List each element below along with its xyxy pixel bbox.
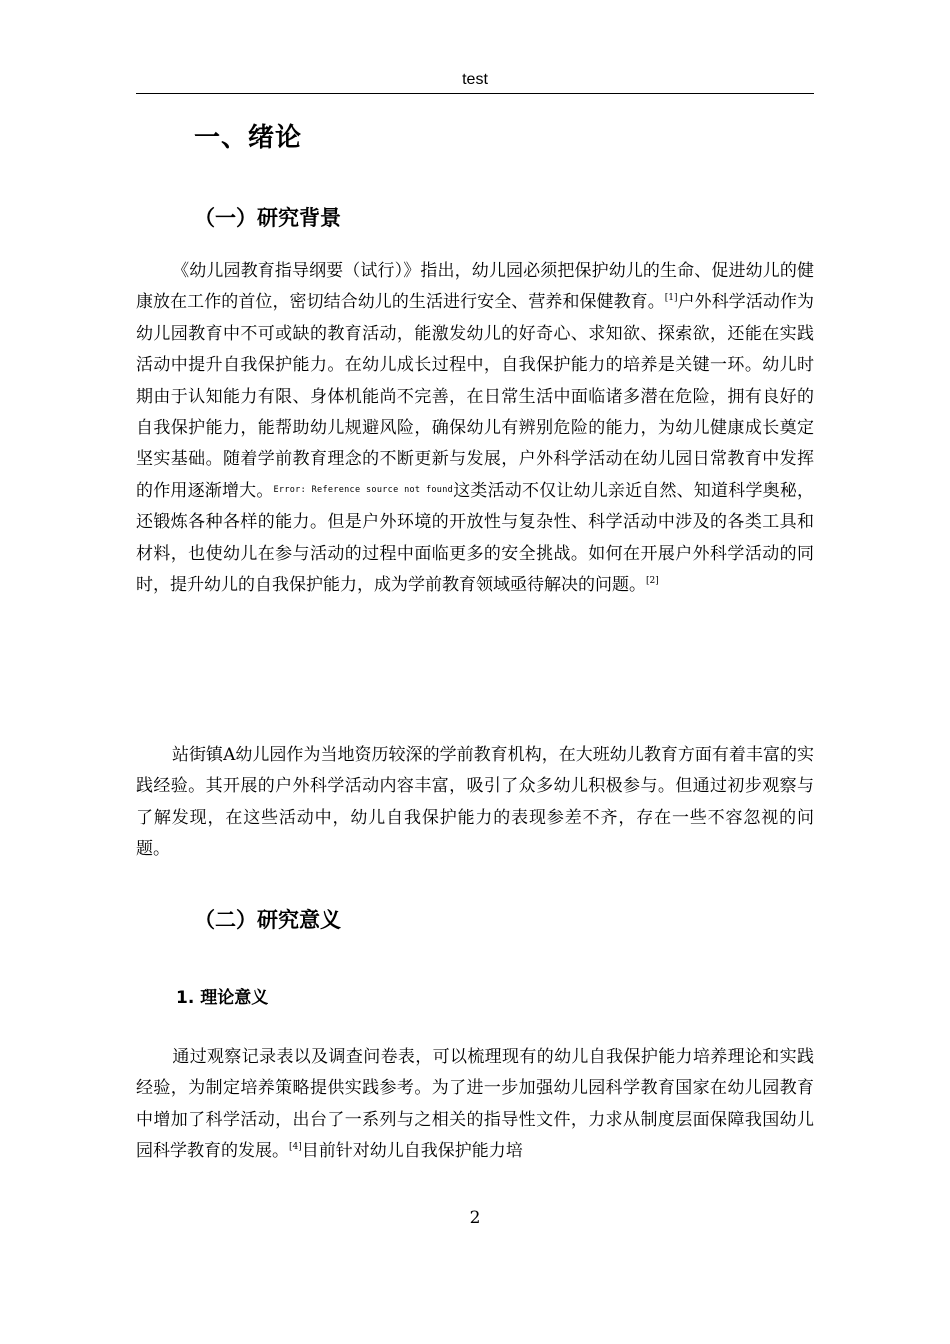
section-title-significance: （二）研究意义 xyxy=(194,908,341,932)
page-number: 2 xyxy=(469,1208,481,1228)
reference-error: Error: Reference source not found xyxy=(273,484,454,495)
citation-ref[interactable]: [4] xyxy=(289,1142,302,1153)
subsection-title-theory: 1. 理论意义 xyxy=(176,988,269,1008)
text-run: 站街镇A幼儿园作为当地资历较深的学前教育机构，在大班幼儿教育方面有着丰富的实践经验。其开展的户外科学活动内容丰富，吸引了众多幼儿积极参与。但通过初步观察与了解发现，在这些活动中，幼儿自我保护能力的表现参差不齐，存在一些不容忽视的问题。 xyxy=(136,745,814,860)
text-run: 目前针对幼儿自我保护能力培 xyxy=(301,1141,523,1162)
text-run: 这类活动不仅让幼儿亲近自然、知道科学奥秘，还锻炼各种各样的能力。但是户外环境的开放性与复杂性、科学活动中涉及的各类工具和材料，也使幼儿在参与活动的过程中面临更多的安全挑战。如何在开展户外科学活动的同时，提升幼儿的自我保护能力，成为学前教育领域亟待解决的问题。 xyxy=(136,480,815,596)
chapter-title: 一、绪论 xyxy=(194,123,303,153)
header-rule xyxy=(136,93,814,94)
text-run: 通过观察记录表以及调查问卷表，可以梳理现有的幼儿自我保护能力培养理论和实践经验，为制定培养策略提供实践参考。为了进一步加强幼儿园科学教育国家在幼儿园教育中增加了科学活动，出台了一系列与之相关的指导性文件，力求从制度层面保障我国幼儿园科学教育的发展。 xyxy=(136,1047,814,1162)
citation-ref[interactable]: [1] xyxy=(664,293,678,304)
theory-paragraph xyxy=(136,1042,814,1168)
page-header: test xyxy=(462,71,488,88)
text-run: 《幼儿园教育指导纲要（试行）》指出，幼儿园必须把保护幼儿的生命、促进幼儿的健康放在工作的首位，密切结合幼儿的生活进行安全、营养和保健教育。 xyxy=(136,261,814,313)
citation-ref[interactable]: [2] xyxy=(646,576,659,587)
background-paragraph-2 xyxy=(136,740,814,866)
text-run: 户外科学活动作为幼儿园教育中不可或缺的教育活动，能激发幼儿的好奇心、求知欲、探索欲，还能在实践活动中提升自我保护能力。在幼儿成长过程中，自我保护能力的培养是关键一环。幼儿时期由于认知能力有限、身体机能尚不完善，在日常生活中面临诸多潜在危险，拥有良好的自我保护能力，能帮助幼儿规避风险，确保幼儿有辨别危险的能力，为幼儿健康成长奠定坚实基础。随着学前教育理念的不断更新与发展，户外科学活动在幼儿园日常教育中发挥的作用逐渐增大。 xyxy=(136,292,815,501)
section-title-background: （一）研究背景 xyxy=(194,206,341,230)
background-paragraph-1 xyxy=(136,256,814,601)
